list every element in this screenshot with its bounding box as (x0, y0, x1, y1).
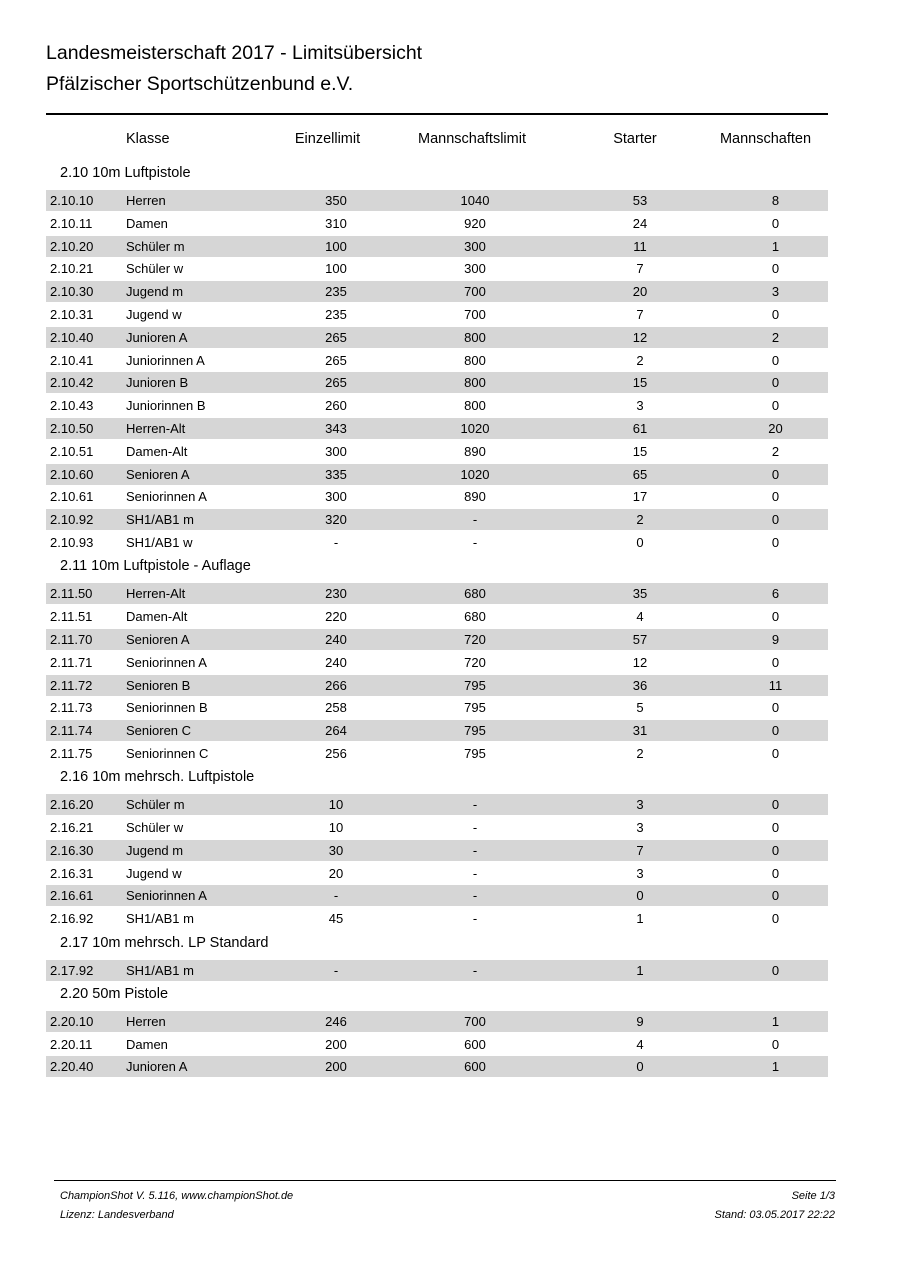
row-mannschaftslimit: 800 (464, 329, 486, 345)
row-code: 2.17.92 (50, 962, 94, 978)
row-klasse: Schüler w (126, 261, 184, 277)
row-mannschaftslimit: 795 (464, 700, 486, 716)
column-header-klasse: Klasse (126, 131, 170, 147)
row-mannschaftslimit: 800 (464, 398, 486, 414)
row-mannschaften: 6 (771, 586, 780, 602)
row-einzellimit: 20 (328, 865, 344, 881)
row-mannschaften: 0 (771, 512, 780, 528)
row-code: 2.11.70 (50, 631, 93, 647)
row-mannschaften: 0 (771, 466, 780, 482)
row-mannschaften: 9 (771, 631, 780, 647)
row-klasse: Seniorinnen C (126, 745, 209, 761)
row-mannschaftslimit: - (472, 820, 478, 835)
table-row (46, 486, 828, 507)
row-starter: 53 (632, 193, 648, 208)
row-mannschaftslimit: 1020 (460, 466, 490, 482)
row-einzellimit: 264 (325, 723, 347, 739)
row-starter: 4 (636, 1036, 644, 1052)
table-row (46, 652, 828, 673)
row-mannschaftslimit: - (472, 962, 478, 978)
row-mannschaften: 0 (771, 820, 780, 835)
row-klasse: Schüler w (126, 820, 184, 835)
table-row (46, 606, 828, 627)
row-starter: 3 (636, 865, 644, 881)
row-code: 2.10.21 (50, 261, 94, 277)
row-klasse: Schüler m (126, 797, 185, 813)
table-row (46, 304, 828, 325)
row-einzellimit: 246 (325, 1013, 347, 1029)
table-row (46, 1034, 828, 1055)
row-mannschaftslimit: - (472, 865, 478, 881)
row-code: 2.10.92 (50, 512, 94, 528)
row-klasse: SH1/AB1 m (126, 512, 194, 528)
row-starter: 3 (636, 398, 644, 414)
row-mannschaftslimit: 700 (464, 284, 486, 300)
row-code: 2.11.51 (50, 609, 93, 625)
row-mannschaftslimit: 795 (464, 677, 486, 693)
row-mannschaftslimit: 795 (464, 723, 486, 739)
row-mannschaftslimit: - (472, 535, 478, 550)
table-row (46, 441, 828, 462)
row-code: 2.16.31 (50, 865, 94, 881)
row-klasse: Senioren B (126, 677, 191, 693)
document-title: Landesmeisterschaft 2017 - Limitsübersicht (46, 42, 423, 64)
row-starter: 61 (632, 421, 648, 436)
row-einzellimit: 343 (325, 421, 347, 436)
row-einzellimit: 10 (328, 820, 344, 835)
row-mannschaften: 20 (768, 421, 783, 436)
row-starter: 24 (632, 215, 648, 231)
row-mannschaftslimit: 600 (464, 1059, 486, 1075)
row-code: 2.20.40 (50, 1059, 94, 1075)
organization-name: Pfälzischer Sportschützenbund e.V. (46, 73, 354, 95)
row-mannschaften: 0 (771, 609, 780, 625)
row-mannschaften: 0 (771, 489, 780, 505)
row-mannschaften: 0 (771, 261, 780, 277)
row-mannschaftslimit: 300 (464, 261, 486, 277)
row-code: 2.10.60 (50, 466, 94, 482)
row-mannschaften: 11 (768, 677, 783, 693)
row-code: 2.16.61 (50, 888, 94, 904)
row-klasse: Herren-Alt (126, 421, 186, 436)
row-starter: 35 (632, 586, 648, 602)
column-header-mannschaften: Mannschaften (719, 131, 812, 147)
table-row (46, 583, 828, 604)
row-einzellimit: - (333, 888, 339, 904)
row-mannschaftslimit: 300 (464, 238, 486, 254)
row-mannschaftslimit: - (472, 512, 478, 528)
row-klasse: Jugend w (126, 307, 182, 322)
row-mannschaftslimit: - (472, 797, 478, 813)
table-row (46, 675, 828, 696)
row-code: 2.10.43 (50, 398, 94, 414)
row-code: 2.11.73 (50, 700, 93, 716)
table-row (46, 1011, 828, 1032)
row-klasse: Damen-Alt (126, 609, 188, 625)
row-einzellimit: 200 (325, 1036, 347, 1052)
row-einzellimit: 200 (325, 1059, 347, 1075)
row-einzellimit: 10 (328, 797, 344, 813)
row-starter: 31 (632, 723, 648, 739)
row-starter: 15 (632, 375, 648, 391)
section-title: 2.10 10m Luftpistole (60, 165, 191, 181)
row-mannschaften: 0 (771, 215, 780, 231)
section-title: 2.16 10m mehrsch. Luftpistole (60, 769, 255, 786)
row-starter: 36 (632, 677, 648, 693)
row-einzellimit: 265 (325, 375, 347, 391)
table-row (46, 720, 828, 741)
row-code: 2.11.72 (50, 677, 93, 693)
row-starter: 1 (636, 911, 644, 927)
row-code: 2.16.20 (50, 797, 94, 813)
row-klasse: Juniorinnen A (126, 352, 205, 368)
row-starter: 2 (636, 512, 644, 528)
row-code: 2.20.10 (50, 1013, 94, 1029)
row-klasse: Junioren A (126, 329, 188, 345)
row-code: 2.10.11 (50, 215, 93, 231)
row-einzellimit: 100 (325, 238, 347, 254)
row-starter: 1 (636, 962, 644, 978)
row-einzellimit: 320 (325, 512, 347, 528)
row-mannschaften: 0 (771, 842, 780, 858)
row-mannschaften: 1 (771, 238, 780, 254)
row-mannschaftslimit: 920 (464, 215, 486, 231)
row-mannschaftslimit: 800 (464, 352, 486, 368)
row-mannschaften: 3 (771, 284, 780, 300)
row-einzellimit: 300 (325, 489, 347, 505)
row-code: 2.10.93 (50, 535, 94, 550)
table-row (46, 190, 828, 211)
row-einzellimit: 30 (328, 842, 344, 858)
row-starter: 20 (632, 284, 648, 300)
row-einzellimit: - (333, 962, 339, 978)
table-row (46, 1056, 828, 1077)
row-starter: 2 (636, 745, 644, 761)
row-mannschaftslimit: 700 (464, 1013, 486, 1029)
row-mannschaften: 0 (771, 700, 780, 716)
row-starter: 2 (636, 352, 644, 368)
row-mannschaften: 0 (771, 888, 780, 904)
row-einzellimit: 260 (325, 398, 347, 414)
row-starter: 4 (636, 609, 644, 625)
row-code: 2.10.41 (50, 352, 94, 368)
row-mannschaften: 0 (771, 398, 780, 414)
row-mannschaften: 8 (771, 193, 780, 208)
row-mannschaftslimit: 700 (464, 307, 486, 322)
footer-page-number: Seite 1/3 (791, 1190, 835, 1202)
footer-divider (54, 1180, 836, 1181)
row-mannschaften: 0 (771, 535, 780, 550)
row-einzellimit: 258 (325, 700, 347, 716)
footer-license: Lizenz: Landesverband (60, 1209, 174, 1221)
row-mannschaftslimit: 795 (464, 745, 486, 761)
table-row (46, 532, 828, 553)
row-starter: 65 (632, 466, 648, 482)
table-row (46, 350, 828, 371)
table-row (46, 464, 828, 485)
table-row (46, 960, 828, 981)
table-row (46, 629, 828, 650)
row-mannschaften: 0 (771, 865, 780, 881)
row-mannschaften: 0 (771, 1036, 780, 1052)
row-einzellimit: 256 (325, 745, 347, 761)
row-klasse: Seniorinnen A (126, 489, 207, 505)
row-mannschaften: 0 (771, 797, 780, 813)
row-mannschaften: 0 (771, 654, 780, 670)
row-einzellimit: - (333, 535, 339, 550)
row-klasse: SH1/AB1 m (126, 962, 194, 978)
row-code: 2.10.20 (50, 238, 94, 254)
row-mannschaften: 0 (771, 375, 780, 391)
row-code: 2.10.51 (50, 443, 94, 459)
row-starter: 17 (632, 489, 648, 505)
row-mannschaftslimit: 680 (464, 609, 486, 625)
table-row (46, 372, 828, 393)
row-mannschaften: 0 (771, 352, 780, 368)
row-mannschaften: 2 (771, 329, 780, 345)
row-mannschaftslimit: 890 (464, 443, 486, 459)
row-mannschaften: 0 (771, 307, 780, 322)
row-mannschaften: 0 (771, 911, 780, 927)
section-title: 2.20 50m Pistole (60, 985, 169, 1002)
row-starter: 7 (636, 307, 644, 322)
row-mannschaftslimit: 600 (464, 1036, 486, 1052)
row-code: 2.10.10 (50, 193, 94, 208)
row-mannschaften: 1 (771, 1059, 780, 1075)
row-einzellimit: 266 (325, 677, 347, 693)
row-klasse: Herren (126, 193, 166, 208)
row-starter: 3 (636, 797, 644, 813)
row-einzellimit: 220 (325, 609, 347, 625)
row-starter: 3 (636, 820, 644, 835)
row-code: 2.16.21 (50, 820, 94, 835)
row-code: 2.10.50 (50, 421, 94, 436)
table-row (46, 697, 828, 718)
row-starter: 5 (636, 700, 644, 716)
table-row (46, 885, 828, 906)
row-mannschaftslimit: 890 (464, 489, 486, 505)
row-starter: 57 (632, 631, 648, 647)
table-row (46, 281, 828, 302)
table-row (46, 213, 828, 234)
row-code: 2.11.75 (50, 745, 93, 761)
row-klasse: Jugend w (126, 865, 182, 881)
row-mannschaftslimit: 800 (464, 375, 486, 391)
row-einzellimit: 265 (325, 329, 347, 345)
table-row (46, 817, 828, 838)
row-klasse: Senioren A (126, 631, 190, 647)
row-klasse: Seniorinnen B (126, 700, 208, 716)
row-klasse: SH1/AB1 w (126, 535, 193, 550)
table-row (46, 327, 828, 348)
row-einzellimit: 350 (325, 193, 347, 208)
row-code: 2.11.71 (50, 654, 93, 670)
table-row (46, 418, 828, 439)
row-mannschaftslimit: 720 (464, 631, 486, 647)
row-mannschaftslimit: 1040 (460, 193, 490, 208)
row-einzellimit: 310 (325, 215, 347, 231)
row-code: 2.11.50 (50, 586, 93, 602)
table-row (46, 509, 828, 530)
column-header-einzellimit: Einzellimit (294, 131, 361, 147)
row-klasse: Seniorinnen A (126, 654, 207, 670)
row-klasse: Damen-Alt (126, 443, 188, 459)
row-klasse: SH1/AB1 m (126, 911, 194, 927)
section-title: 2.17 10m mehrsch. LP Standard (60, 934, 269, 951)
row-einzellimit: 300 (325, 443, 347, 459)
row-klasse: Senioren A (126, 466, 190, 482)
row-klasse: Herren-Alt (126, 586, 186, 602)
row-starter: 7 (636, 261, 644, 277)
row-klasse: Junioren A (126, 1059, 188, 1075)
row-starter: 12 (632, 654, 648, 670)
row-einzellimit: 265 (325, 352, 347, 368)
row-mannschaften: 0 (771, 745, 780, 761)
section-title: 2.11 10m Luftpistole - Auflage (60, 558, 251, 575)
row-klasse: Seniorinnen A (126, 888, 207, 904)
row-einzellimit: 235 (325, 284, 347, 300)
row-klasse: Damen (126, 1036, 168, 1052)
row-mannschaften: 0 (771, 723, 780, 739)
row-mannschaften: 0 (771, 962, 780, 978)
row-starter: 12 (632, 329, 648, 345)
row-starter: 9 (636, 1013, 644, 1029)
row-mannschaften: 2 (771, 443, 780, 459)
footer-software: ChampionShot V. 5.116, www.championShot.de (60, 1190, 294, 1202)
row-klasse: Damen (126, 215, 168, 231)
table-row (46, 258, 828, 279)
row-klasse: Junioren B (126, 375, 189, 391)
row-starter: 11 (633, 238, 647, 254)
table-row (46, 395, 828, 416)
table-row (46, 863, 828, 884)
row-starter: 0 (636, 535, 644, 550)
row-mannschaftslimit: 1020 (460, 421, 490, 436)
row-code: 2.10.40 (50, 329, 94, 345)
row-klasse: Jugend m (126, 284, 184, 300)
row-code: 2.10.31 (50, 307, 94, 322)
column-header-mannschaftslimit: Mannschaftslimit (418, 131, 526, 147)
row-code: 2.11.74 (50, 723, 93, 739)
table-row (46, 908, 828, 929)
row-mannschaftslimit: - (472, 911, 478, 927)
row-klasse: Herren (126, 1013, 166, 1029)
header-divider (46, 113, 828, 115)
row-code: 2.16.92 (50, 911, 94, 927)
row-code: 2.16.30 (50, 842, 94, 858)
row-mannschaftslimit: - (472, 842, 478, 858)
footer-date: Stand: 03.05.2017 22:22 (714, 1209, 835, 1221)
table-row (46, 743, 828, 764)
row-einzellimit: 100 (325, 261, 347, 277)
row-code: 2.20.11 (50, 1036, 93, 1052)
row-code: 2.10.42 (50, 375, 94, 391)
row-einzellimit: 230 (325, 586, 347, 602)
row-starter: 0 (636, 888, 644, 904)
row-klasse: Senioren C (126, 723, 192, 739)
row-mannschaften: 1 (771, 1013, 780, 1029)
row-einzellimit: 235 (325, 307, 347, 322)
row-code: 2.10.30 (50, 284, 94, 300)
row-einzellimit: 240 (325, 654, 347, 670)
row-klasse: Jugend m (126, 842, 184, 858)
row-starter: 0 (636, 1059, 644, 1075)
table-row (46, 794, 828, 815)
row-mannschaftslimit: 720 (464, 654, 486, 670)
table-row (46, 840, 828, 861)
row-einzellimit: 240 (325, 631, 347, 647)
row-klasse: Schüler m (126, 238, 185, 254)
row-klasse: Juniorinnen B (126, 398, 206, 414)
row-einzellimit: 335 (325, 466, 347, 482)
row-einzellimit: 45 (328, 911, 344, 927)
table-row (46, 236, 828, 257)
row-code: 2.10.61 (50, 489, 94, 505)
row-mannschaftslimit: 680 (464, 586, 486, 602)
column-header-starter: Starter (613, 131, 657, 147)
row-starter: 15 (632, 443, 648, 459)
row-mannschaftslimit: - (472, 888, 478, 904)
row-starter: 7 (636, 842, 644, 858)
